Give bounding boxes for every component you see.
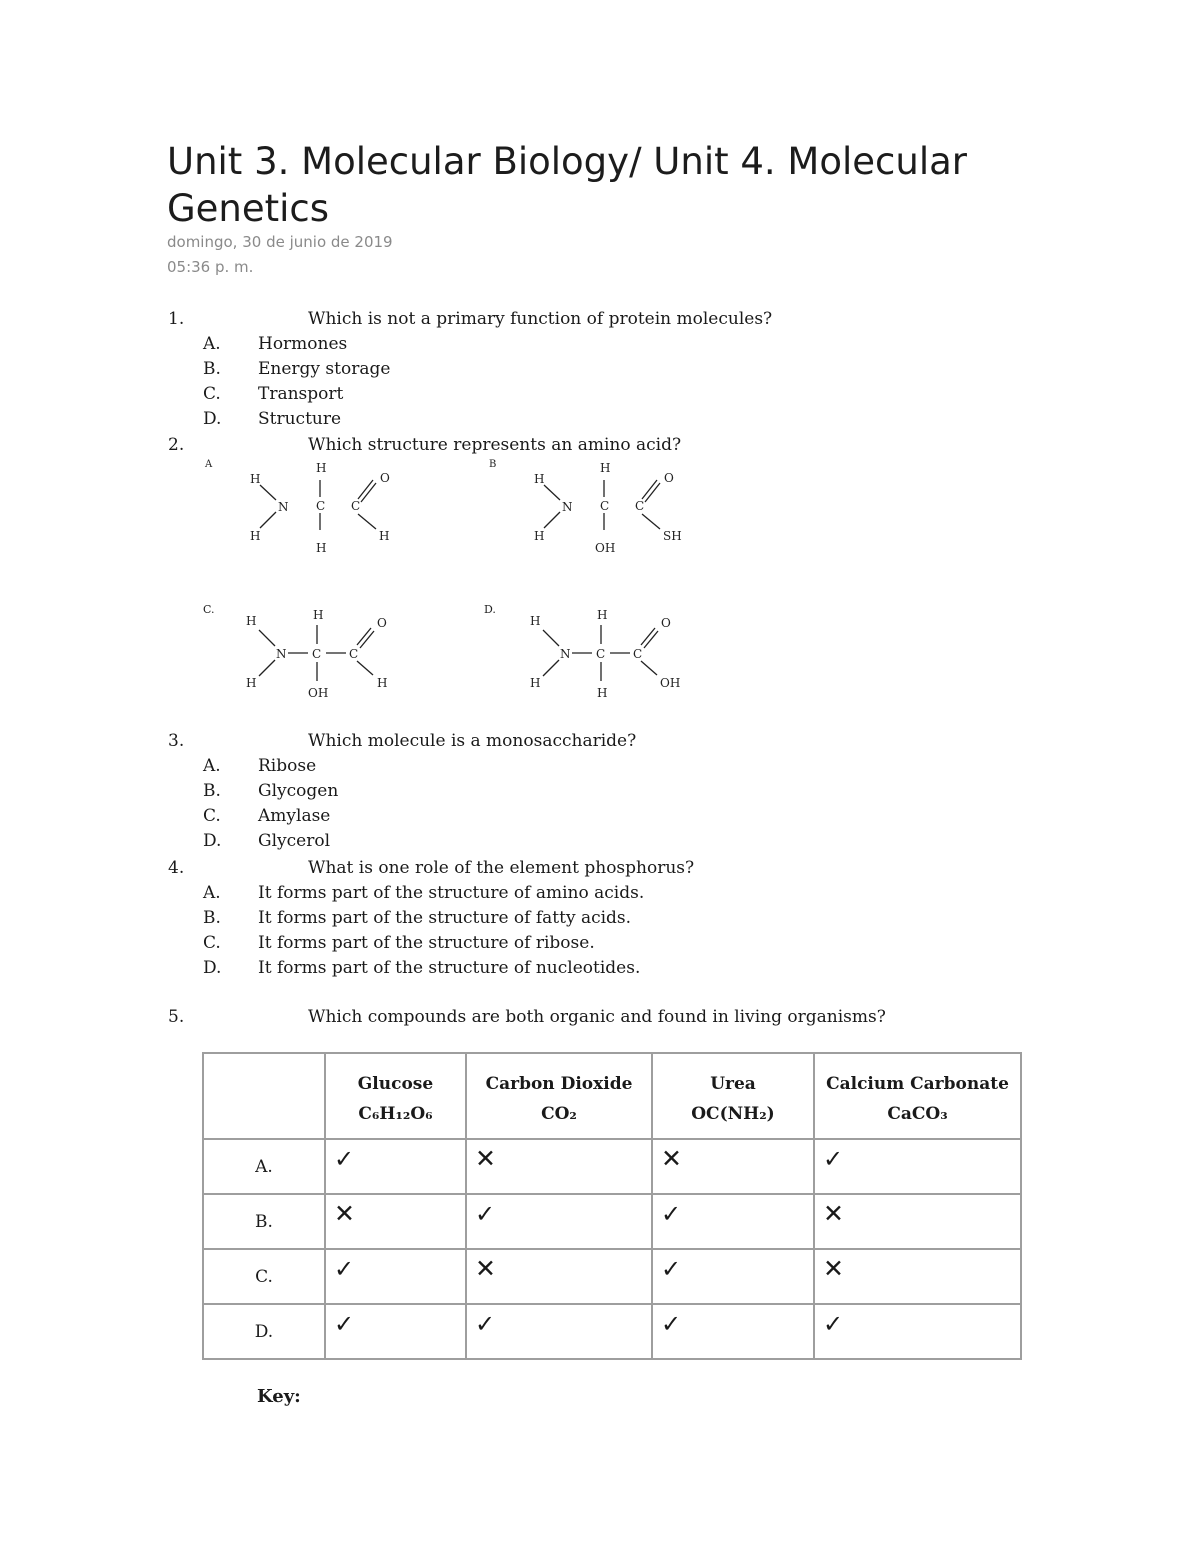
table-cell xyxy=(814,1194,1021,1249)
compound-formula: CaCO₃ xyxy=(887,1104,948,1124)
option-text: It forms part of the structure of amino acids. xyxy=(258,883,645,903)
atom-label: C xyxy=(635,499,645,513)
cell-mark: ✕ xyxy=(334,1199,355,1228)
question-3 xyxy=(0,729,1200,854)
table-cell xyxy=(325,1304,466,1359)
atom-label: C xyxy=(351,499,361,513)
option-letter: C. xyxy=(203,806,221,826)
cell-mark: ✕ xyxy=(475,1254,496,1283)
cell-mark: ✓ xyxy=(334,1255,355,1283)
atom-label: H xyxy=(246,614,257,628)
amino-acid-structures xyxy=(200,455,700,705)
atom-label: N xyxy=(562,500,573,514)
cell-mark: ✕ xyxy=(823,1254,844,1283)
table-cell xyxy=(652,1249,814,1304)
option-text: Ribose xyxy=(258,756,317,776)
atom-label: C xyxy=(312,647,322,661)
table-header-row xyxy=(203,1053,1021,1139)
table-cell xyxy=(325,1249,466,1304)
page-date: domingo, 30 de junio de 2019 xyxy=(167,233,393,251)
table-header xyxy=(814,1053,1021,1139)
option-letter: B. xyxy=(203,781,221,801)
table-cell xyxy=(814,1304,1021,1359)
option-text: Amylase xyxy=(258,806,331,826)
cell-mark: ✓ xyxy=(661,1255,682,1283)
option-letter: B. xyxy=(203,908,221,928)
table-cell xyxy=(466,1304,652,1359)
compound-name: Urea xyxy=(710,1074,756,1094)
compound-formula: OC(NH₂) xyxy=(691,1104,775,1124)
atom-label: H xyxy=(530,614,541,628)
compound-formula: CO₂ xyxy=(541,1104,577,1124)
table-cell xyxy=(466,1194,652,1249)
table-row xyxy=(203,1249,1021,1304)
cell-mark: ✓ xyxy=(475,1310,496,1338)
atom-label: N xyxy=(560,647,571,661)
atom-label: H xyxy=(597,686,608,700)
option-letter: B. xyxy=(203,359,221,379)
option-letter: D. xyxy=(203,409,222,429)
option-text: Glycerol xyxy=(258,831,331,851)
table-cell xyxy=(814,1139,1021,1194)
atom-label: H xyxy=(597,608,608,622)
question-text: Which structure represents an amino acid? xyxy=(308,435,682,455)
structure-label: B xyxy=(489,459,497,470)
atom-label: OH xyxy=(660,676,681,690)
atom-label: H xyxy=(534,472,545,486)
atom-label: H xyxy=(379,529,390,543)
question-4 xyxy=(0,856,1200,981)
row-label: B. xyxy=(203,1194,325,1249)
page-title: Unit 3. Molecular Biology/ Unit 4. Molecular Genetics xyxy=(167,140,967,230)
row-label: D. xyxy=(203,1304,325,1359)
cell-mark: ✓ xyxy=(661,1200,682,1228)
option-letter: C. xyxy=(203,933,221,953)
atom-label: O xyxy=(377,616,387,630)
option-text: Energy storage xyxy=(258,359,391,379)
structure-label: A xyxy=(205,459,213,470)
atom-label: N xyxy=(278,500,289,514)
atom-label: O xyxy=(664,471,674,485)
cell-mark: ✕ xyxy=(661,1144,682,1173)
table-row xyxy=(203,1139,1021,1194)
table-header xyxy=(325,1053,466,1139)
table-cell xyxy=(814,1249,1021,1304)
table-header xyxy=(652,1053,814,1139)
atom-label: C xyxy=(596,647,606,661)
compound-name: Carbon Dioxide xyxy=(485,1074,633,1094)
table-cell xyxy=(466,1139,652,1194)
table-cell xyxy=(325,1194,466,1249)
option-text: Structure xyxy=(258,409,342,429)
option-text: Glycogen xyxy=(258,781,339,801)
cell-mark: ✓ xyxy=(475,1200,496,1228)
cell-mark: ✕ xyxy=(475,1144,496,1173)
option-letter: D. xyxy=(203,831,222,851)
table-header-empty xyxy=(203,1053,325,1139)
compound-name: Glucose xyxy=(357,1074,434,1094)
question-number: 2. xyxy=(168,435,185,455)
atom-label: O xyxy=(380,471,390,485)
question-number: 1. xyxy=(168,309,185,329)
key-label: Key: xyxy=(257,1386,301,1407)
cell-mark: ✓ xyxy=(823,1310,844,1338)
question-text: What is one role of the element phosphorus? xyxy=(308,858,695,878)
atom-label: H xyxy=(377,676,388,690)
atom-label: H xyxy=(530,676,541,690)
option-letter: A. xyxy=(203,756,221,776)
atom-label: OH xyxy=(308,686,329,700)
answer-table xyxy=(202,1052,1022,1360)
page-time: 05:36 p. m. xyxy=(167,258,254,276)
cell-mark: ✓ xyxy=(334,1310,355,1338)
atom-label: N xyxy=(276,647,287,661)
option-text: Transport xyxy=(258,384,344,404)
atom-label: O xyxy=(661,616,671,630)
table-cell xyxy=(652,1139,814,1194)
question-number: 3. xyxy=(168,731,185,751)
question-1 xyxy=(0,307,1200,432)
atom-label: H xyxy=(600,461,611,475)
table-row xyxy=(203,1194,1021,1249)
cell-mark: ✓ xyxy=(334,1145,355,1173)
atom-label: H xyxy=(250,472,261,486)
row-label: A. xyxy=(203,1139,325,1194)
compound-name: Calcium Carbonate xyxy=(826,1074,1009,1094)
table-cell xyxy=(652,1304,814,1359)
question-number: 4. xyxy=(168,858,185,878)
option-text: It forms part of the structure of fatty acids. xyxy=(258,908,632,928)
question-text: Which is not a primary function of protein molecules? xyxy=(308,309,773,329)
option-text: It forms part of the structure of nucleotides. xyxy=(258,958,641,978)
table-cell xyxy=(652,1194,814,1249)
cell-mark: ✕ xyxy=(823,1199,844,1228)
cell-mark: ✓ xyxy=(661,1310,682,1338)
option-letter: A. xyxy=(203,883,221,903)
atom-label: C xyxy=(349,647,359,661)
table-header xyxy=(466,1053,652,1139)
option-letter: A. xyxy=(203,334,221,354)
atom-label: OH xyxy=(595,541,616,555)
option-text: Hormones xyxy=(258,334,348,354)
table-row xyxy=(203,1304,1021,1359)
atom-label: H xyxy=(534,529,545,543)
atom-label: C xyxy=(633,647,643,661)
atom-label: C xyxy=(316,499,326,513)
structure-label: D. xyxy=(484,603,496,616)
atom-label: H xyxy=(313,608,324,622)
row-label: C. xyxy=(203,1249,325,1304)
atom-label: H xyxy=(316,541,327,555)
question-text: Which compounds are both organic and found in living organisms? xyxy=(308,1007,886,1027)
table-cell xyxy=(466,1249,652,1304)
question-number: 5. xyxy=(168,1007,185,1027)
option-text: It forms part of the structure of ribose. xyxy=(258,933,595,953)
cell-mark: ✓ xyxy=(823,1145,844,1173)
structure-label: C. xyxy=(203,603,215,616)
question-5 xyxy=(0,1005,1200,1030)
atom-label: H xyxy=(250,529,261,543)
option-letter: D. xyxy=(203,958,222,978)
question-text: Which molecule is a monosaccharide? xyxy=(308,731,637,751)
atom-label: H xyxy=(316,461,327,475)
atom-label: C xyxy=(600,499,610,513)
atom-label: SH xyxy=(663,529,682,543)
option-letter: C. xyxy=(203,384,221,404)
atom-label: H xyxy=(246,676,257,690)
compound-formula: C₆H₁₂O₆ xyxy=(358,1104,433,1124)
table-cell xyxy=(325,1139,466,1194)
